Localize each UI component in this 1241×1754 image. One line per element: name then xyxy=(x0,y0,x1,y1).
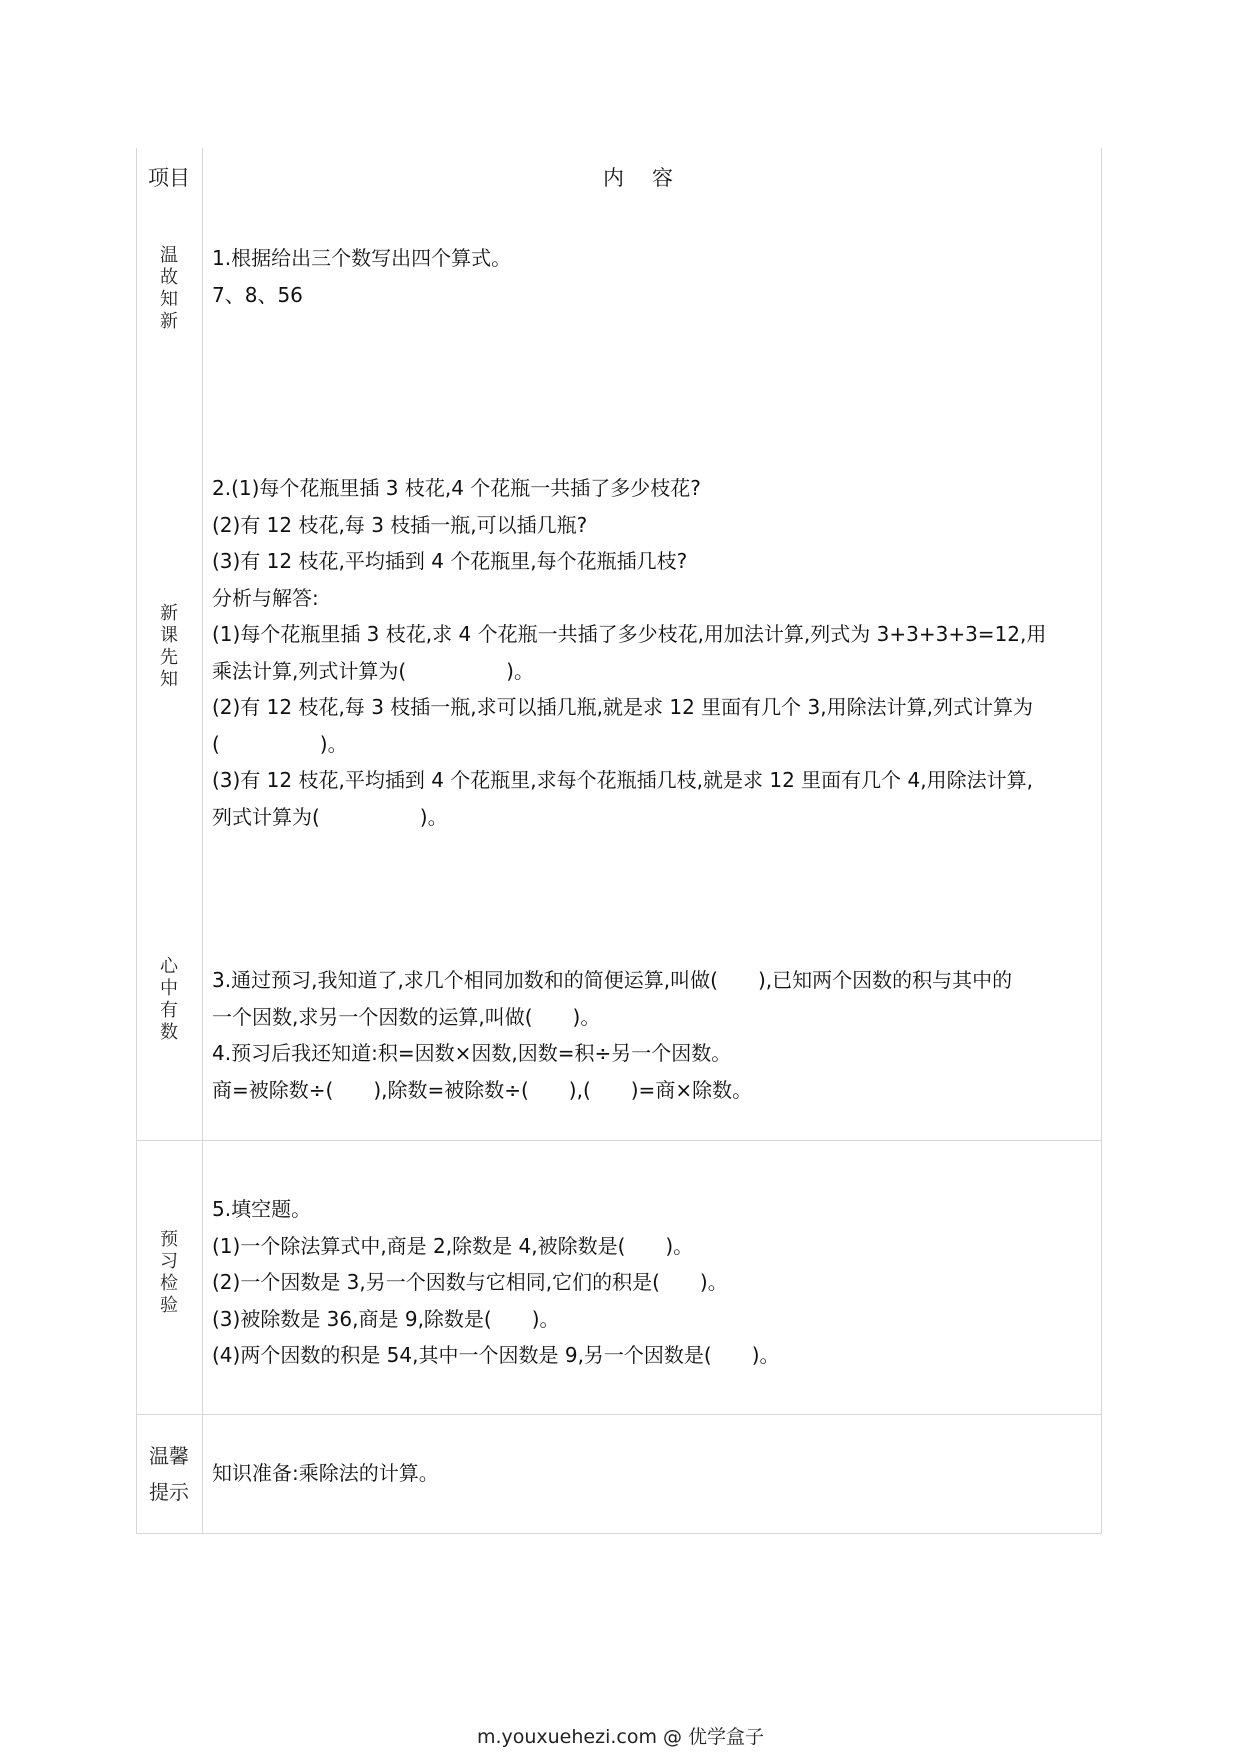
label-char: 习 xyxy=(160,1251,178,1272)
header-item-label: 项目 xyxy=(148,166,190,190)
header-content-label: 内容 xyxy=(603,166,701,190)
section-label-review xyxy=(136,245,202,333)
question-text: 3.通过预习,我知道了,求几个相同加数和的简便运算,叫做( ),已知两个因数的积与其中的 xyxy=(212,968,1013,992)
label-char: 验 xyxy=(160,1295,178,1316)
label-char: 知 xyxy=(160,289,178,310)
section-label-mind xyxy=(136,956,202,1044)
label-char: 故 xyxy=(160,267,178,288)
question-text: (1)一个除法算式中,商是 2,除数是 4,被除数是( )。 xyxy=(212,1233,694,1258)
section-content-check xyxy=(212,1191,1092,1374)
table-right-border xyxy=(1101,148,1102,1534)
question-text: 一个因数,求另一个因数的运算,叫做( )。 xyxy=(212,1004,601,1029)
question-text: 乘法计算,列式计算为( )。 xyxy=(212,658,534,683)
question-text: 分析与解答: xyxy=(212,585,319,610)
question-text: 商=被除数÷( ),除数=被除数÷( ),( )=商×除数。 xyxy=(212,1077,753,1102)
label-char: 数 xyxy=(160,1022,178,1043)
label-char: 知 xyxy=(160,669,178,690)
tip-text: 知识准备:乘除法的计算。 xyxy=(212,1461,439,1485)
worksheet-table xyxy=(136,148,1102,1534)
label-char: 检 xyxy=(160,1273,178,1294)
label-char: 新 xyxy=(160,603,178,624)
section-content-review xyxy=(212,240,1092,313)
table-column-divider xyxy=(202,148,203,1534)
question-text: (3)有 12 枝花,平均插到 4 个花瓶里,求每个花瓶插几枝,就是求 12 里面有几个 4,用除法计算, xyxy=(212,768,1033,792)
question-text: ( )。 xyxy=(212,731,348,756)
question-text: 2.(1)每个花瓶里插 3 枝花,4 个花瓶一共插了多少枝花? xyxy=(212,476,701,500)
question-text: (4)两个因数的积是 54,其中一个因数是 9,另一个因数是( )。 xyxy=(212,1343,780,1367)
question-text: (2)有 12 枝花,每 3 枝插一瓶,可以插几瓶? xyxy=(212,512,588,537)
row-divider-check xyxy=(136,1140,1102,1141)
table-bottom-border xyxy=(136,1533,1102,1534)
label-line: 提示 xyxy=(149,1480,189,1504)
question-text: (3)有 12 枝花,平均插到 4 个花瓶里,每个花瓶插几枝? xyxy=(212,549,688,573)
section-label-preview xyxy=(136,603,202,691)
section-content-mind xyxy=(212,962,1092,1108)
table-left-border xyxy=(136,148,137,1534)
section-label-check xyxy=(136,1229,202,1317)
label-char: 课 xyxy=(160,625,178,646)
label-char: 中 xyxy=(160,978,178,999)
label-char: 温 xyxy=(160,245,178,266)
label-char: 先 xyxy=(160,647,178,668)
label-char: 预 xyxy=(160,1229,178,1250)
question-text: (1)每个花瓶里插 3 枝花,求 4 个花瓶一共插了多少枝花,用加法计算,列式为 3+3+3+3=12,用 xyxy=(212,622,1047,646)
question-text: (2)一个因数是 3,另一个因数与它相同,它们的积是( )。 xyxy=(212,1270,728,1294)
question-text: (2)有 12 枝花,每 3 枝插一瓶,求可以插几瓶,就是求 12 里面有几个 3,用除法计算,列式计算为 xyxy=(212,695,1033,719)
label-char: 新 xyxy=(160,311,178,332)
section-content-preview xyxy=(212,470,1092,835)
footer-watermark: m.youxuehezi.com @ 优学盒子 xyxy=(476,1726,765,1748)
label-char: 心 xyxy=(160,956,178,977)
question-text: (3)被除数是 36,商是 9,除数是( )。 xyxy=(212,1306,560,1331)
label-char: 有 xyxy=(160,1000,178,1021)
question-text: 5.填空题。 xyxy=(212,1197,312,1221)
question-text: 4.预习后我还知道:积=因数×因数,因数=积÷另一个因数。 xyxy=(212,1041,732,1065)
question-text: 1.根据给出三个数写出四个算式。 xyxy=(212,246,512,270)
question-text: 7、8、56 xyxy=(212,282,303,307)
label-line: 温馨 xyxy=(149,1444,189,1468)
row-divider-tip xyxy=(136,1414,1102,1415)
question-text: 列式计算为( )。 xyxy=(212,804,448,829)
section-label-tip xyxy=(136,1438,202,1510)
section-content-tip xyxy=(212,1455,1092,1492)
